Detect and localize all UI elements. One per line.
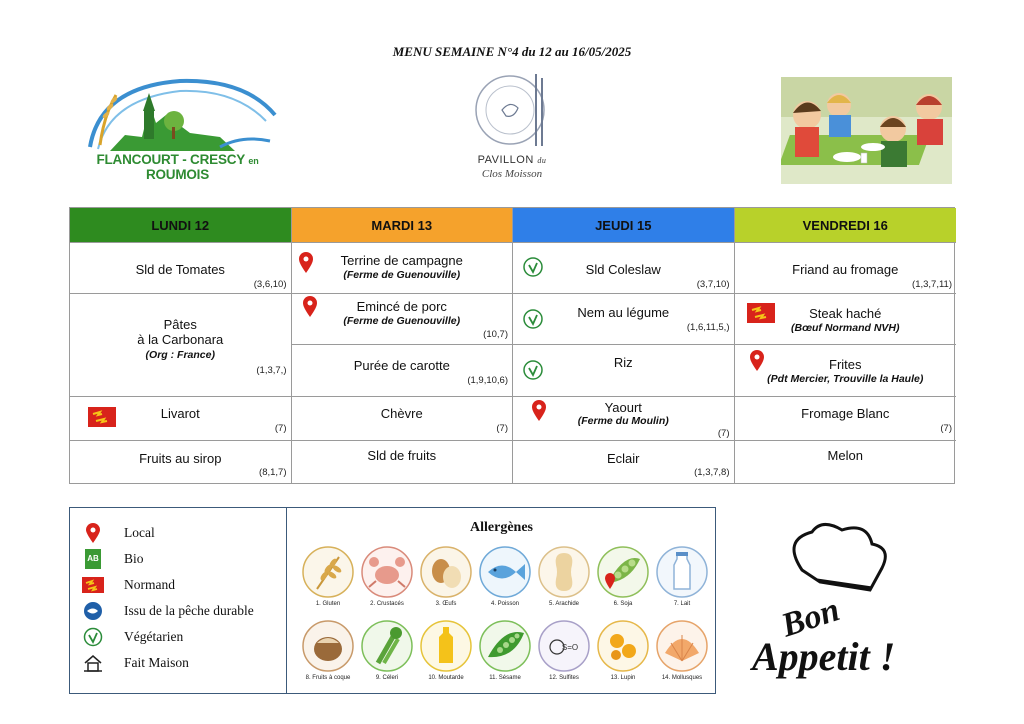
svg-text:S=O: S=O	[561, 643, 579, 652]
day-header-lundi: LUNDI 12	[70, 208, 291, 243]
menu-cell	[513, 294, 734, 345]
eggs-icon	[419, 545, 473, 599]
allergen-codes: (1,3,7,)	[256, 365, 287, 376]
soy-icon	[596, 545, 650, 599]
dish-name: Fromage Blanc	[801, 406, 890, 421]
day-header-mardi: MARDI 13	[292, 208, 513, 243]
bio-icon	[82, 549, 104, 569]
town-name-part2: ROUMOIS	[145, 167, 210, 182]
menu-cell	[70, 441, 291, 484]
day-column-jeudi	[513, 208, 735, 483]
dish-name-line1: Pâtes	[163, 317, 197, 332]
legend-label: Fait Maison	[124, 655, 189, 670]
dish-name: Terrine de campagne	[340, 253, 463, 268]
crab-icon	[360, 545, 414, 599]
town-logo-graphic	[70, 75, 285, 155]
pavillon-logo	[462, 70, 562, 188]
appetit-text: Appetit !	[752, 634, 896, 679]
town-logo	[70, 75, 285, 185]
celery-icon	[360, 619, 414, 673]
dish-name: Fruits au sirop	[139, 451, 222, 466]
kids-eating-illustration	[781, 77, 952, 184]
allergen-codes: (8,1,7)	[259, 467, 287, 478]
menu-table	[69, 207, 955, 484]
vegetarian-icon	[82, 627, 104, 647]
dish-name: Sld Coleslaw	[585, 262, 661, 277]
dish-name: Eclair	[606, 451, 640, 466]
allergen-gluten	[298, 545, 358, 607]
allergen-lupin	[593, 619, 653, 681]
legend-box	[69, 507, 716, 694]
allergen-codes: (1,9,10,6)	[467, 375, 508, 386]
allergen-moutarde	[416, 619, 476, 681]
dish-name: Nem au légume	[577, 305, 670, 320]
menu-cell	[735, 441, 957, 484]
allergen-label: 4. Poisson	[490, 601, 520, 607]
lupin-icon	[596, 619, 650, 673]
menu-cell	[513, 345, 734, 397]
day-column-mardi	[292, 208, 514, 483]
town-name	[70, 152, 285, 182]
allergen-celeri	[357, 619, 417, 681]
menu-cell	[292, 441, 513, 484]
menu-cell	[735, 345, 957, 397]
allergen-oeufs	[416, 545, 476, 607]
allergen-arachide	[534, 545, 594, 607]
dish-name-line2: à la Carbonara	[137, 332, 224, 347]
allergen-label: 8. Fruits à coque	[305, 675, 351, 681]
legend-label: Normand	[124, 577, 175, 592]
day-header-jeudi: JEUDI 15	[513, 208, 734, 243]
allergen-fruits-a-coque	[298, 619, 358, 681]
dish-name: Friand au fromage	[792, 262, 899, 277]
allergen-label: 6. Soja	[613, 601, 633, 607]
allergen-codes: (7)	[717, 428, 730, 439]
pavillon-subtitle: Clos Moisson	[481, 168, 543, 180]
allergen-sulfites	[534, 619, 594, 681]
pin-icon	[82, 523, 104, 543]
svg-text:AB: AB	[87, 554, 99, 563]
shell-icon	[655, 619, 709, 673]
menu-cell	[513, 397, 734, 441]
menu-cell	[513, 243, 734, 294]
allergen-label: 14. Mollusques	[661, 675, 703, 681]
dish-name: Purée de carotte	[353, 358, 450, 373]
allergen-codes: (10,7)	[483, 329, 508, 340]
allergen-label: 13. Lupin	[610, 675, 636, 681]
bon-appetit-illustration	[742, 520, 957, 690]
day-header-vendredi: VENDREDI 16	[735, 208, 957, 243]
pavillon-title: PAVILLON	[477, 154, 534, 166]
day-column-lundi	[70, 208, 292, 483]
milk-icon	[655, 545, 709, 599]
allergen-label: 10. Moutarde	[428, 675, 464, 681]
allergen-codes: (7)	[940, 423, 952, 434]
sustainable-fishing-icon	[82, 601, 104, 621]
allergen-lait	[652, 545, 712, 607]
allergen-codes: (1,3,7,8)	[694, 467, 730, 478]
dish-origin: (Org : France)	[145, 349, 215, 361]
peanut-icon	[537, 545, 591, 599]
allergen-label: 9. Céleri	[375, 675, 399, 681]
allergen-label: 3. Œufs	[435, 601, 457, 607]
dish-name: Frites	[829, 357, 862, 372]
menu-cell	[70, 294, 291, 397]
allergen-label: 7. Lait	[673, 601, 691, 607]
dish-name: Emincé de porc	[356, 299, 447, 314]
legend-label: Local	[124, 525, 155, 540]
legend-label: Végétarien	[124, 629, 184, 644]
plate-cutlery-icon	[462, 70, 562, 154]
dish-name: Sld de Tomates	[135, 262, 225, 277]
allergen-codes: (3,6,10)	[253, 279, 287, 290]
menu-cell	[70, 397, 291, 441]
dish-name: Chèvre	[380, 406, 423, 421]
day-column-vendredi	[735, 208, 957, 483]
allergen-label: 1. Gluten	[315, 601, 341, 607]
dish-name: Melon	[827, 448, 863, 463]
menu-cell	[70, 243, 291, 294]
allergen-label: 12. Sulfites	[549, 675, 579, 681]
menu-cell	[735, 397, 957, 441]
allergen-soja	[593, 545, 653, 607]
mustard-icon	[419, 619, 473, 673]
dish-origin: (Ferme de Guenouville)	[343, 269, 461, 281]
allergen-label: 2. Crustacés	[370, 601, 404, 607]
fish-icon	[478, 545, 532, 599]
menu-cell	[735, 243, 957, 294]
pavillon-name	[462, 154, 562, 166]
dish-origin: (Pdt Mercier, Trouville la Haule)	[767, 373, 924, 385]
allergen-codes: (7)	[274, 423, 287, 434]
allergens-title: Allergènes	[470, 520, 533, 535]
normandy-flag-icon	[82, 575, 104, 595]
allergen-codes: (1,3,7,11)	[912, 279, 952, 290]
allergen-crustaces	[357, 545, 417, 607]
allergen-codes: (3,7,10)	[696, 279, 730, 290]
dish-name: Livarot	[160, 406, 200, 421]
allergen-sesame	[475, 619, 535, 681]
dish-name: Steak haché	[809, 306, 882, 321]
nut-icon	[301, 619, 355, 673]
allergen-poisson	[475, 545, 535, 607]
dish-name: Sld de fruits	[367, 448, 437, 463]
bon-text: Bon	[776, 591, 845, 645]
allergen-label: 11. Sésame	[489, 675, 521, 681]
legend-label: Issu de la pêche durable	[124, 603, 254, 618]
menu-cell	[292, 397, 513, 441]
town-name-en: en	[248, 156, 259, 166]
allergen-label: 5. Arachide	[548, 601, 580, 607]
menu-cell	[735, 294, 957, 345]
pavillon-du: du	[537, 156, 547, 165]
menu-cell	[292, 294, 513, 345]
dish-origin: (Ferme du Moulin)	[577, 415, 669, 427]
menu-cell	[292, 345, 513, 397]
sesame-icon	[478, 619, 532, 673]
allergen-mollusques	[652, 619, 712, 681]
dish-name: Riz	[613, 355, 633, 370]
dish-origin: (Ferme de Guenouville)	[343, 315, 461, 327]
menu-cell	[292, 243, 513, 294]
dish-origin: (Bœuf Normand NVH)	[791, 322, 900, 334]
legend-label: Bio	[124, 551, 144, 566]
allergen-codes: (1,6,11,5,)	[686, 322, 730, 333]
page-title: MENU SEMAINE N°4 du 12 au 16/05/2025	[392, 44, 632, 59]
gluten-icon	[301, 545, 355, 599]
dish-name: Yaourt	[604, 400, 642, 415]
allergen-codes: (7)	[496, 423, 508, 434]
town-name-part1: FLANCOURT - CRESCY	[96, 152, 245, 167]
homemade-icon	[82, 653, 104, 673]
menu-cell	[513, 441, 734, 484]
sulfite-icon	[537, 619, 591, 673]
